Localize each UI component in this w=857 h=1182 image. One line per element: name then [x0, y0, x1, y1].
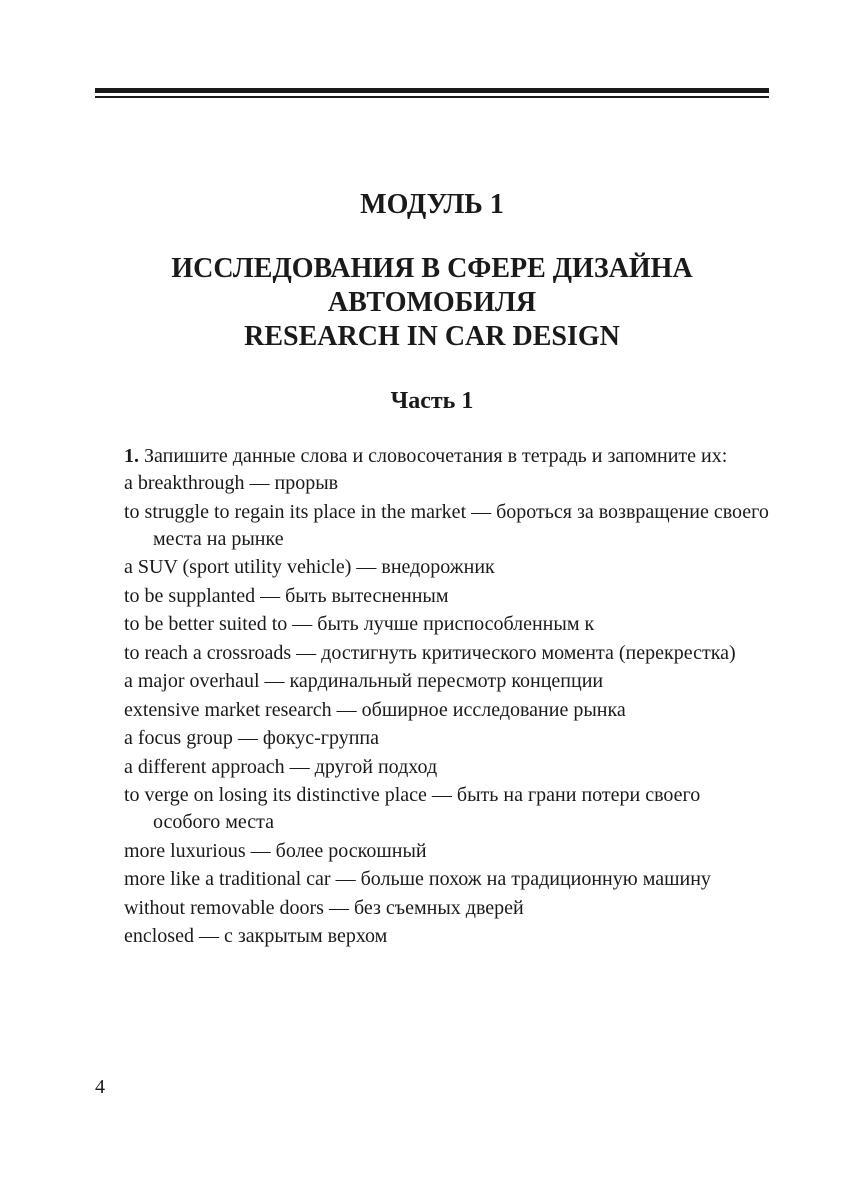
vocabulary-item: without removable doors — без съемных дверей: [124, 896, 524, 919]
chapter-headings: [95, 188, 769, 354]
vocabulary-item: to reach a crossroads — достигнуть критического момента (перекрестка): [124, 641, 736, 664]
part-title: Часть 1: [390, 388, 474, 414]
section-title-line-1: ИССЛЕДОВАНИЯ В СФЕРЕ ДИЗАЙНА: [171, 253, 693, 284]
section-title-line-3: RESEARCH IN CAR DESIGN: [244, 321, 620, 352]
vocabulary-item: to be better suited to — быть лучше приспособленным к: [124, 613, 595, 635]
vocabulary-item: to verge on losing its distinctive place — быть на грани потери своего особого места: [124, 784, 701, 833]
vocabulary-item: a SUV (sport utility vehicle) — внедорожник: [124, 556, 495, 578]
vocabulary-item: a focus group — фокус-группа: [124, 727, 380, 749]
vocabulary-item: a major overhaul — кардинальный пересмотр концепции: [124, 670, 604, 692]
vocabulary-item: enclosed — с закрытым верхом: [124, 925, 388, 947]
vocabulary-item: extensive market research — обширное исследование рынка: [124, 698, 626, 721]
vocabulary-item: to be supplanted — быть вытесненным: [124, 584, 449, 607]
header-rule-thick: [95, 88, 769, 93]
header-rule-thin: [95, 96, 769, 98]
vocabulary-item: a different approach — другой подход: [124, 755, 438, 778]
section-title-line-2: АВТОМОБИЛЯ: [327, 287, 537, 318]
section-title: [95, 252, 769, 354]
task-instruction-text: Запишите данные слова и словосочетания в тетрадь и запомните их:: [144, 445, 728, 467]
vocabulary-list: [95, 470, 769, 950]
task-number: 1.: [124, 445, 139, 467]
vocabulary-item: more luxurious — более роскошный: [124, 839, 427, 862]
task-instruction: [95, 442, 769, 470]
vocabulary-item: a breakthrough — прорыв: [124, 472, 339, 494]
vocabulary-item: to struggle to regain its place in the market — бороться за возвращение своего места на рынке: [124, 500, 769, 550]
module-title: МОДУЛЬ 1: [360, 189, 504, 220]
page-number: 4: [95, 1076, 105, 1098]
task-block: [95, 442, 769, 952]
vocabulary-item: more like a traditional car — больше похож на традиционную машину: [124, 868, 711, 890]
